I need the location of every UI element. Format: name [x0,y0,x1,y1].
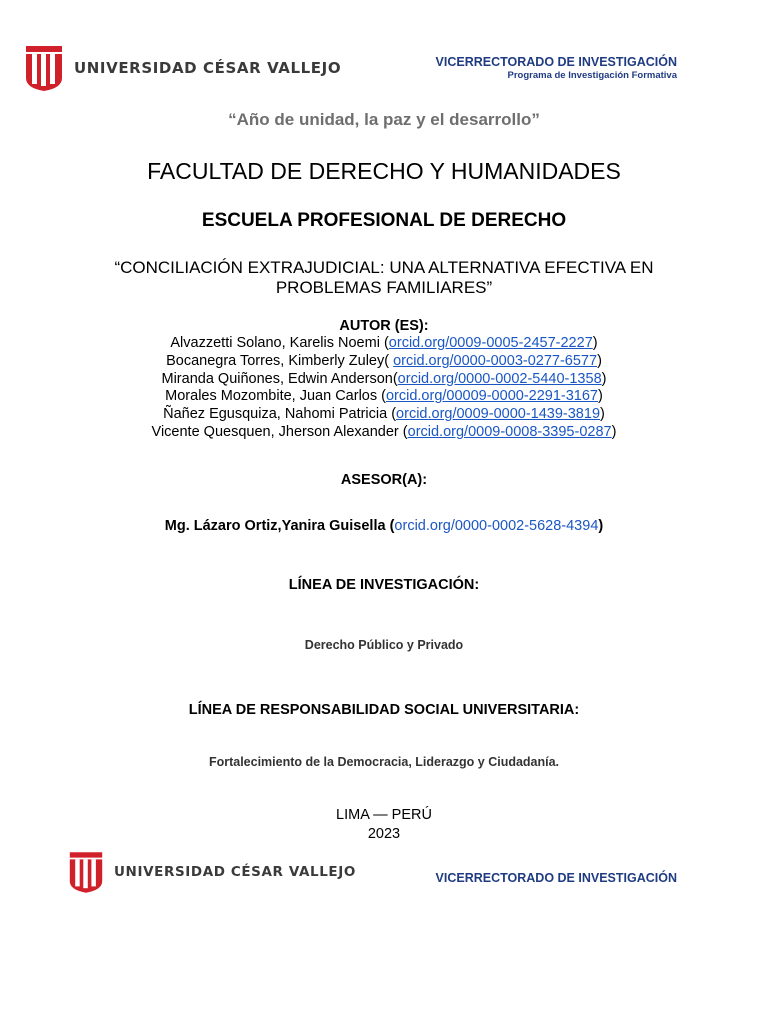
vicerrectorado-title: VICERRECTORADO DE INVESTIGACIÓN [435,55,677,69]
author-orcid-link[interactable]: orcid.org/0009-0005-2457-2227 [388,335,593,351]
author-entry [0,424,768,442]
advisor-entry [0,518,768,534]
year-motto: “Año de unidad, la paz y el desarrollo” [228,110,540,129]
advisor-orcid-link[interactable]: orcid.org/0000-0002-5628-4394 [394,518,599,534]
author-entry [0,353,768,371]
author-orcid-link[interactable]: orcid.org/0000-0003-0277-6577 [393,352,598,369]
author-entry [0,371,768,389]
advisor-name: Mg. Lázaro Ortiz,Yanira Guisella ( [164,518,395,534]
research-line-value: Derecho Público y Privado [304,638,464,652]
ucv-shield-icon [68,850,104,894]
thesis-title-line2: PROBLEMAS FAMILIARES” [275,278,493,297]
thesis-title-line1: “CONCILIACIÓN EXTRAJUDICIAL: UNA ALTERNATIVA EFECTIVA EN [114,258,654,277]
authors-list [0,335,768,442]
author-orcid-link[interactable]: orcid.org/0009-0008-3395-0287 [407,423,612,440]
author-close: ) [597,352,602,369]
programa-subtitle: Programa de Investigación Formativa [507,70,677,81]
author-close: ) [598,388,603,405]
author-name: Bocanegra Torres, Kimberly Zuley( [166,352,394,369]
author-entry [0,335,768,353]
author-orcid-link[interactable]: orcid.org/0000-0002-5440-1358 [397,370,602,387]
author-close: ) [601,370,607,387]
author-name: Vicente Quesquen, Jherson Alexander ( [151,423,408,440]
advisor-close: ) [598,518,604,534]
author-name: Ñañez Egusquiza, Nahomi Patricia ( [163,406,397,423]
rsu-line-value: Fortalecimiento de la Democracia, Liderazgo y Ciudadanía. [208,755,560,769]
author-name: Miranda Quiñones, Edwin Anderson( [161,370,398,387]
ucv-shield-icon [24,44,64,92]
faculty-title: FACULTAD DE DERECHO Y HUMANIDADES [147,158,621,184]
advisor-label: ASESOR(A): [340,472,428,488]
school-title: ESCUELA PROFESIONAL DE DERECHO [201,210,567,231]
author-entry [0,406,768,424]
author-name: Alvazzetti Solano, Karelis Noemi ( [170,335,389,351]
logo-wordmark: UNIVERSIDAD CÉSAR VALLEJO [114,864,356,880]
author-orcid-link[interactable]: orcid.org/0009-0000-1439-3819 [396,406,601,423]
author-name: Morales Mozombite, Juan Carlos ( [165,388,386,405]
author-entry [0,388,768,406]
logo-wordmark: UNIVERSIDAD CÉSAR VALLEJO [74,59,342,77]
year: 2023 [367,826,401,842]
footer-university-logo [68,850,356,894]
author-close: ) [592,335,598,351]
place: LIMA — PERÚ [336,807,432,823]
author-close: ) [600,406,605,423]
thesis-title [0,258,768,298]
rsu-line-label: LÍNEA DE RESPONSABILIDAD SOCIAL UNIVERSITARIA: [188,702,580,718]
author-orcid-link[interactable]: orcid.org/00009-0000-2291-3167 [385,388,598,405]
author-close: ) [611,423,617,440]
footer-vicerrectorado: VICERRECTORADO DE INVESTIGACIÓN [435,871,677,885]
authors-label: AUTOR (ES): [339,318,429,334]
research-line-label: LÍNEA DE INVESTIGACIÓN: [288,577,480,593]
university-logo [24,44,341,92]
